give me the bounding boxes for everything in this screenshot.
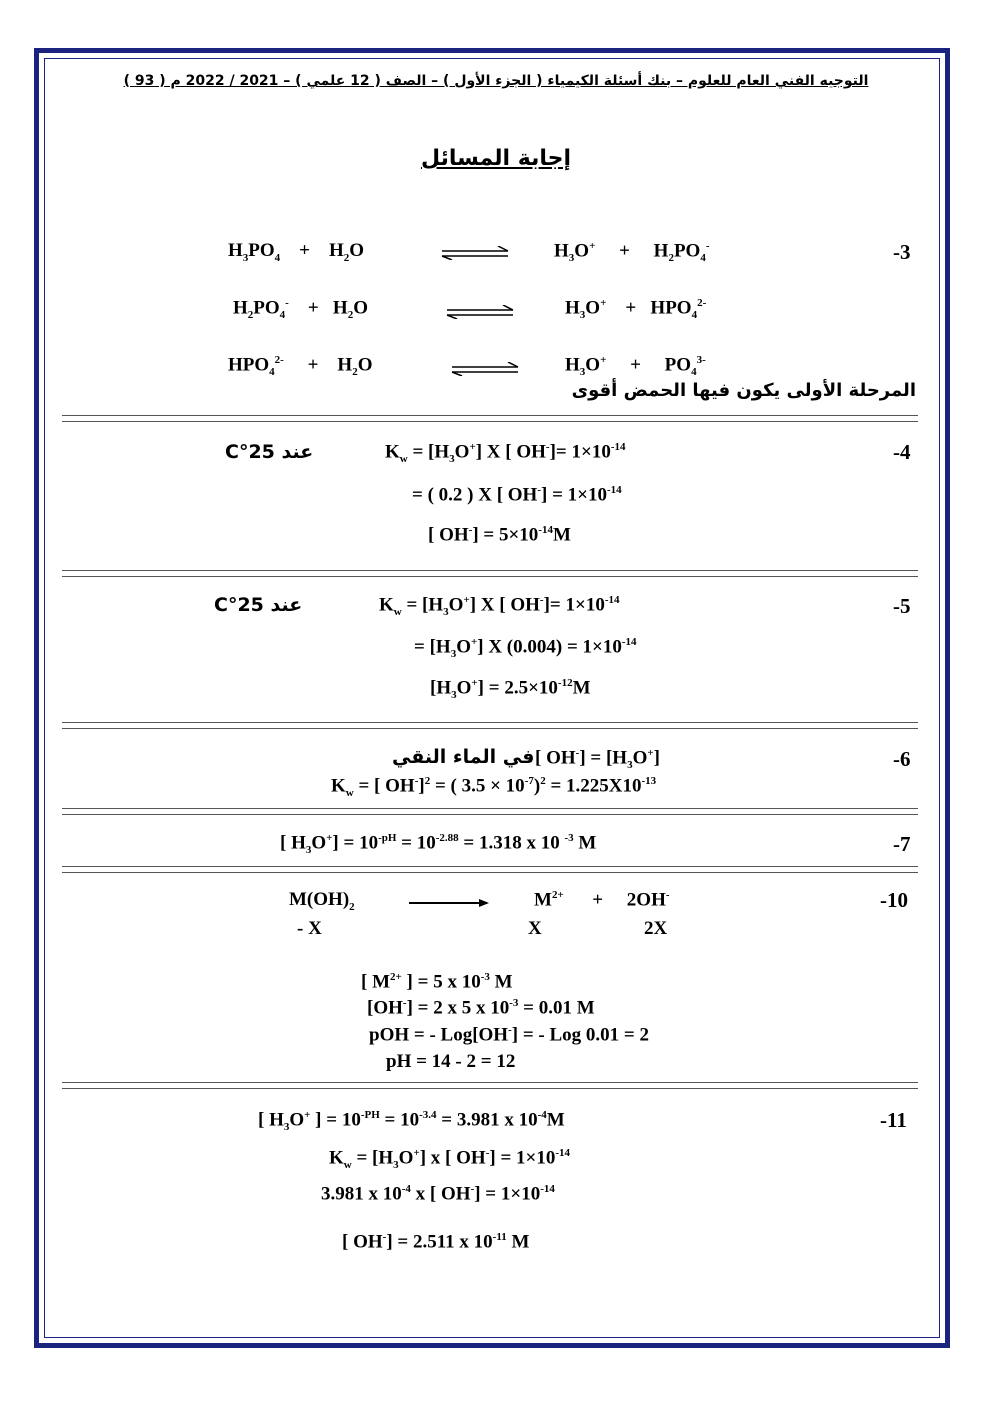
condition-text: عند 25°C [225, 441, 314, 463]
equation-line: [ $OH^-] = 5\times 10^{-14}M$ [428, 524, 571, 546]
separator [62, 570, 918, 577]
separator [62, 415, 918, 422]
equation-line: $H_3O^+$ + $PO_4^{3-}$ [565, 354, 706, 379]
equation-line: $K_w = [H_3O^+]$ X [ $OH^-]= 1\times 10^{-14}$ [385, 441, 626, 466]
equation-line: [ $H_3O^+] = 10^{-pH} = 10^{-2.88} = 1.318$ x 10 $^{-3}$ M [280, 832, 597, 857]
problem-number: -11 [880, 1108, 907, 1132]
problem-number: -10 [880, 888, 908, 912]
equation-line: 3.981 x $10^{-4}$ x [ $OH^-] = 1\times 10^{-14}$ [321, 1183, 555, 1205]
separator [62, 722, 918, 729]
equilibrium-arrow-icon [450, 362, 520, 376]
text-line: 2X [644, 918, 668, 939]
separator [62, 866, 918, 873]
equation-line: $H_2PO_4^-$ + $H_2O$ [233, 297, 368, 322]
equation-line: = $[H_3O^+]$ X $(0.004) = 1\times 10^{-14}$ [414, 636, 637, 661]
equation-line: [ $OH^-] = [H_3O^+]$ [535, 747, 660, 772]
page-title: إجابة المسائل [420, 146, 571, 171]
separator [62, 1082, 918, 1089]
equation-line: $K_w = [H_3O^+]$ x [ $OH^-] = 1\times 10^{-14}$ [329, 1147, 571, 1172]
condition-text: عند 25°C [214, 594, 303, 616]
equation-line: $K_w = [H_3O^+]$ X [ $OH^-]= 1\times 10^{-14}$ [379, 594, 620, 619]
equilibrium-arrow-icon [440, 246, 510, 260]
equation-line: $M^{2+}$ + 2OH- [534, 889, 670, 911]
equation-line: $H_3O^+$ + $HPO_4^{2-}$ [565, 297, 707, 322]
equation-line: $[H_3O^+] = 2.5\times 10^{-12}M$ [430, 677, 591, 702]
problem-number: -4 [893, 440, 911, 464]
equation-line: $K_w$ = [ OH-]$^2$ = ( $3.5 \times 10^{-7})^2 = 1.225X10^{-13}$ [331, 775, 657, 800]
problem-number: -7 [893, 832, 911, 856]
separator [62, 808, 918, 815]
equation-line: pOH = - Log[OH-] = - Log 0.01 = 2 [369, 1024, 649, 1046]
equation-line: [ OH-] = 2.511 x $10^{-11}$ M [342, 1231, 530, 1253]
problem-number: -6 [893, 747, 911, 771]
reaction-arrow-icon [407, 896, 491, 910]
problem-number: -5 [893, 594, 911, 618]
equation-line: [OH-] = 2 x 5 x $10^{-3} = 0.01$ M [367, 997, 595, 1019]
equation-line: [ $H_3O^+$ ] = $10^{-PH} = 10^{-3.4} = 3.981$ x $10^{-4}M$ [258, 1109, 565, 1134]
equation-line: $M(OH)_2$ [289, 889, 355, 913]
text-line: X [528, 918, 542, 939]
equation-line: [ $M^{2+}$ ] = 5 x $10^{-3}$ M [361, 971, 513, 993]
problem-number: -3 [893, 240, 911, 264]
equation-line: = ( 0.2 ) X [ $OH^-] = 1\times 10^{-14}$ [412, 484, 622, 506]
equation-line: $H_3PO_4$ + $H_2O$ [228, 240, 365, 264]
text-line: - X [297, 918, 322, 939]
equation-line: $HPO_4^{2-}$ + $H_2O$ [228, 354, 373, 379]
note-text: المرحلة الأولى يكون فيها الحمض أقوى [571, 380, 916, 401]
equilibrium-arrow-icon [445, 305, 515, 319]
page-header: التوجيه الفني العام للعلوم – بنك أسئلة الكيمياء ( الجزء الأول ) – الصف ( 12 علمي ) – 2021 / 2022 م ( 93 ) [123, 73, 869, 89]
condition-text: في الماء النقي [392, 746, 535, 768]
equation-line: $H_3O^+$ + $H_2PO_4^-$ [554, 240, 710, 265]
equation-line: pH = 14 - 2 = 12 [386, 1051, 516, 1072]
